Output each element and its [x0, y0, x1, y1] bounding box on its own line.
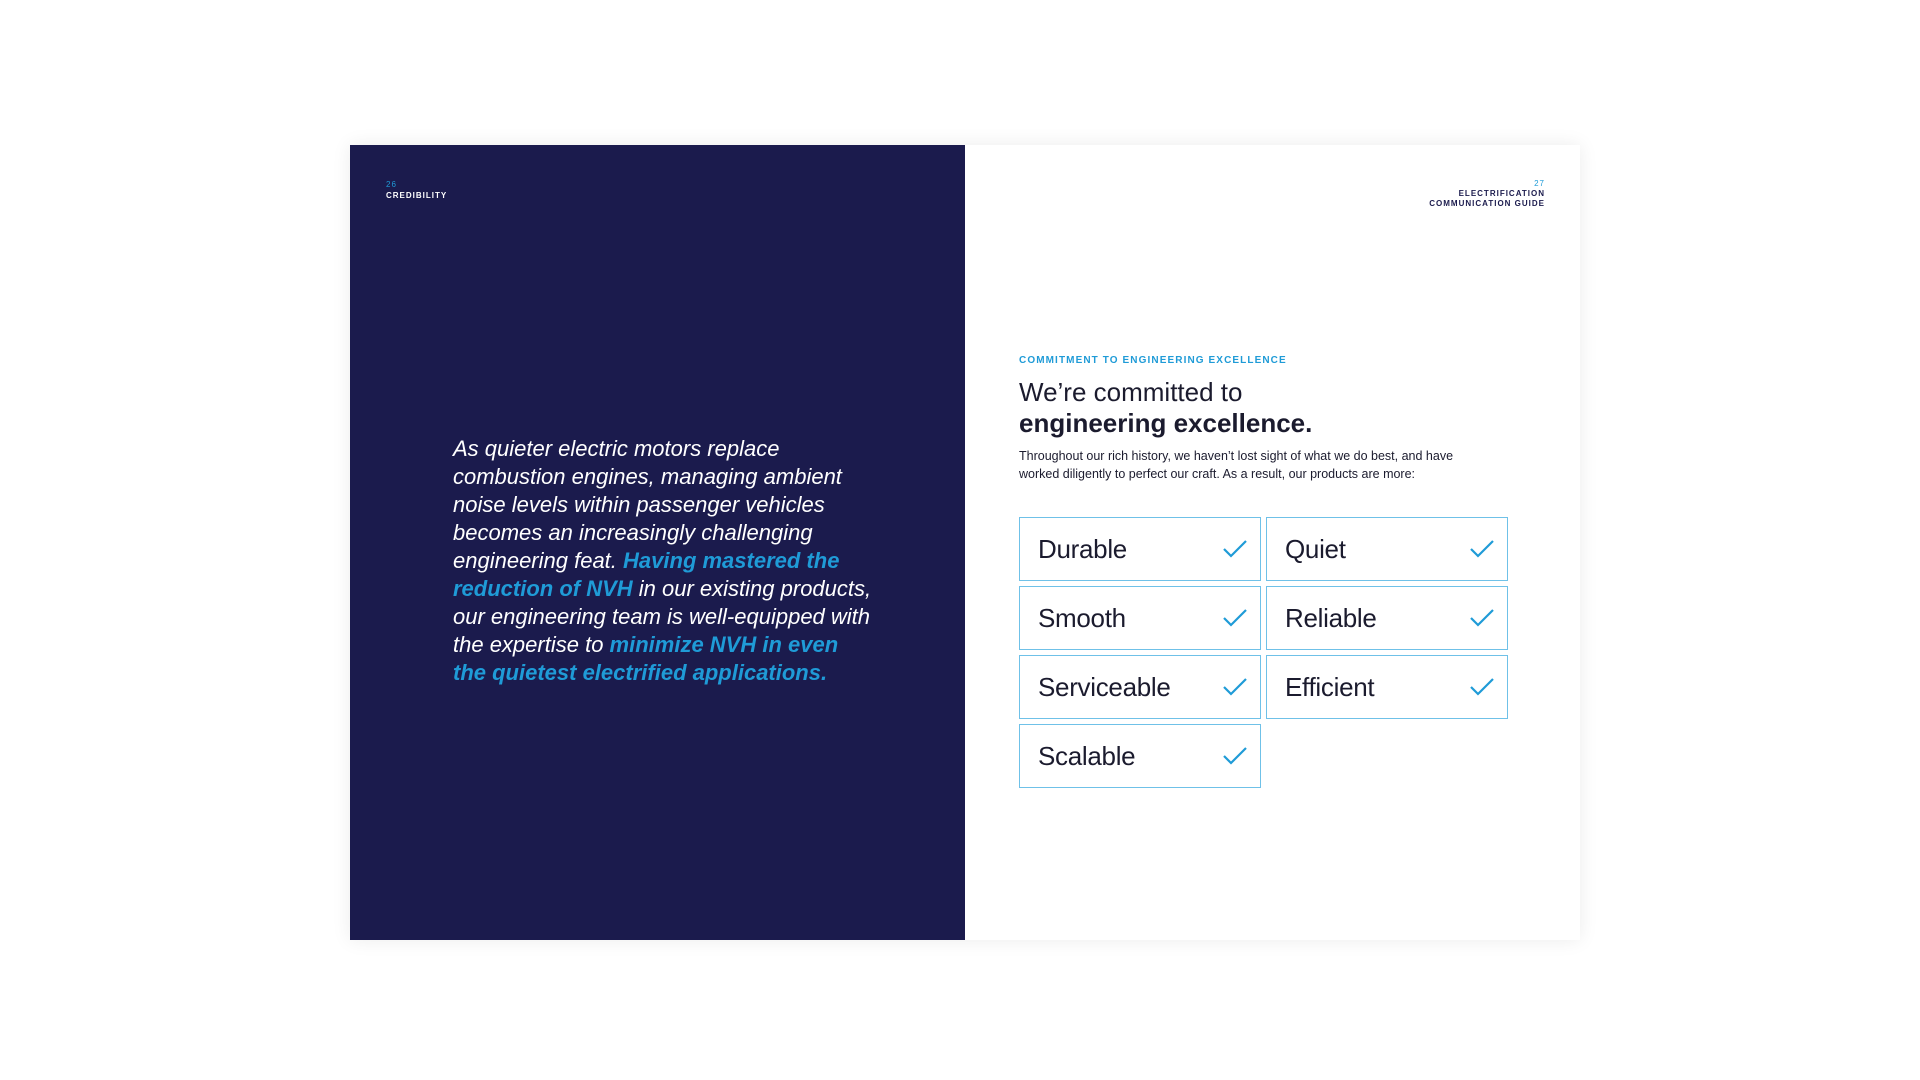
quote-text-2: in our existing products, our engineering team is well-equipped with the expertise to — [453, 576, 872, 657]
check-icon — [1469, 677, 1495, 697]
headline-bold: engineering excellence. — [1019, 408, 1313, 438]
guide-title-line-1: ELECTRIFICATION — [1458, 189, 1545, 198]
right-page-number: 27 — [1534, 179, 1545, 188]
guide-title-line-2: COMMUNICATION GUIDE — [1429, 199, 1545, 208]
quote-highlight-2: minimize NVH in even the quietest electrified applications. — [453, 632, 839, 685]
left-folio — [386, 179, 447, 201]
attribute-box-reliable — [1266, 586, 1508, 650]
headline-light: We’re committed to — [1019, 377, 1243, 407]
check-icon — [1222, 746, 1248, 766]
right-folio — [1429, 179, 1545, 209]
document-spread — [350, 145, 1580, 940]
quote-highlight-1: Having mastered the reduction of NVH — [453, 548, 840, 601]
right-page — [965, 145, 1580, 940]
attribute-box-smooth — [1019, 586, 1261, 650]
body-paragraph: Throughout our rich history, we haven’t lost sight of what we do best, and have worked diligently to perfect our craft. As a result, our products are more: — [1019, 449, 1454, 481]
attribute-label: Scalable — [1038, 740, 1136, 771]
attribute-label: Durable — [1038, 533, 1127, 564]
pull-quote — [453, 435, 873, 687]
check-icon — [1469, 539, 1495, 559]
attribute-box-scalable — [1019, 724, 1261, 788]
attribute-box-durable — [1019, 517, 1261, 581]
left-page — [350, 145, 965, 940]
quote-text-1: As quieter electric motors replace combustion engines, managing ambient noise levels within passenger vehicles becomes an increasingly challenging engineering feat. — [453, 436, 842, 573]
attribute-label: Quiet — [1285, 533, 1346, 564]
attribute-grid — [1019, 517, 1508, 788]
check-icon — [1222, 608, 1248, 628]
check-icon — [1469, 608, 1495, 628]
page-headline — [1019, 377, 1312, 439]
attribute-label: Reliable — [1285, 602, 1377, 633]
attribute-box-quiet — [1266, 517, 1508, 581]
attribute-label: Serviceable — [1038, 671, 1171, 702]
left-section-label: CREDIBILITY — [386, 191, 448, 200]
attribute-label: Smooth — [1038, 602, 1126, 633]
check-icon — [1222, 539, 1248, 559]
attribute-box-serviceable — [1019, 655, 1261, 719]
left-page-number: 26 — [386, 180, 397, 189]
attribute-label: Efficient — [1285, 671, 1375, 702]
section-eyebrow: COMMITMENT TO ENGINEERING EXCELLENCE — [1019, 355, 1287, 366]
attribute-box-efficient — [1266, 655, 1508, 719]
check-icon — [1222, 677, 1248, 697]
